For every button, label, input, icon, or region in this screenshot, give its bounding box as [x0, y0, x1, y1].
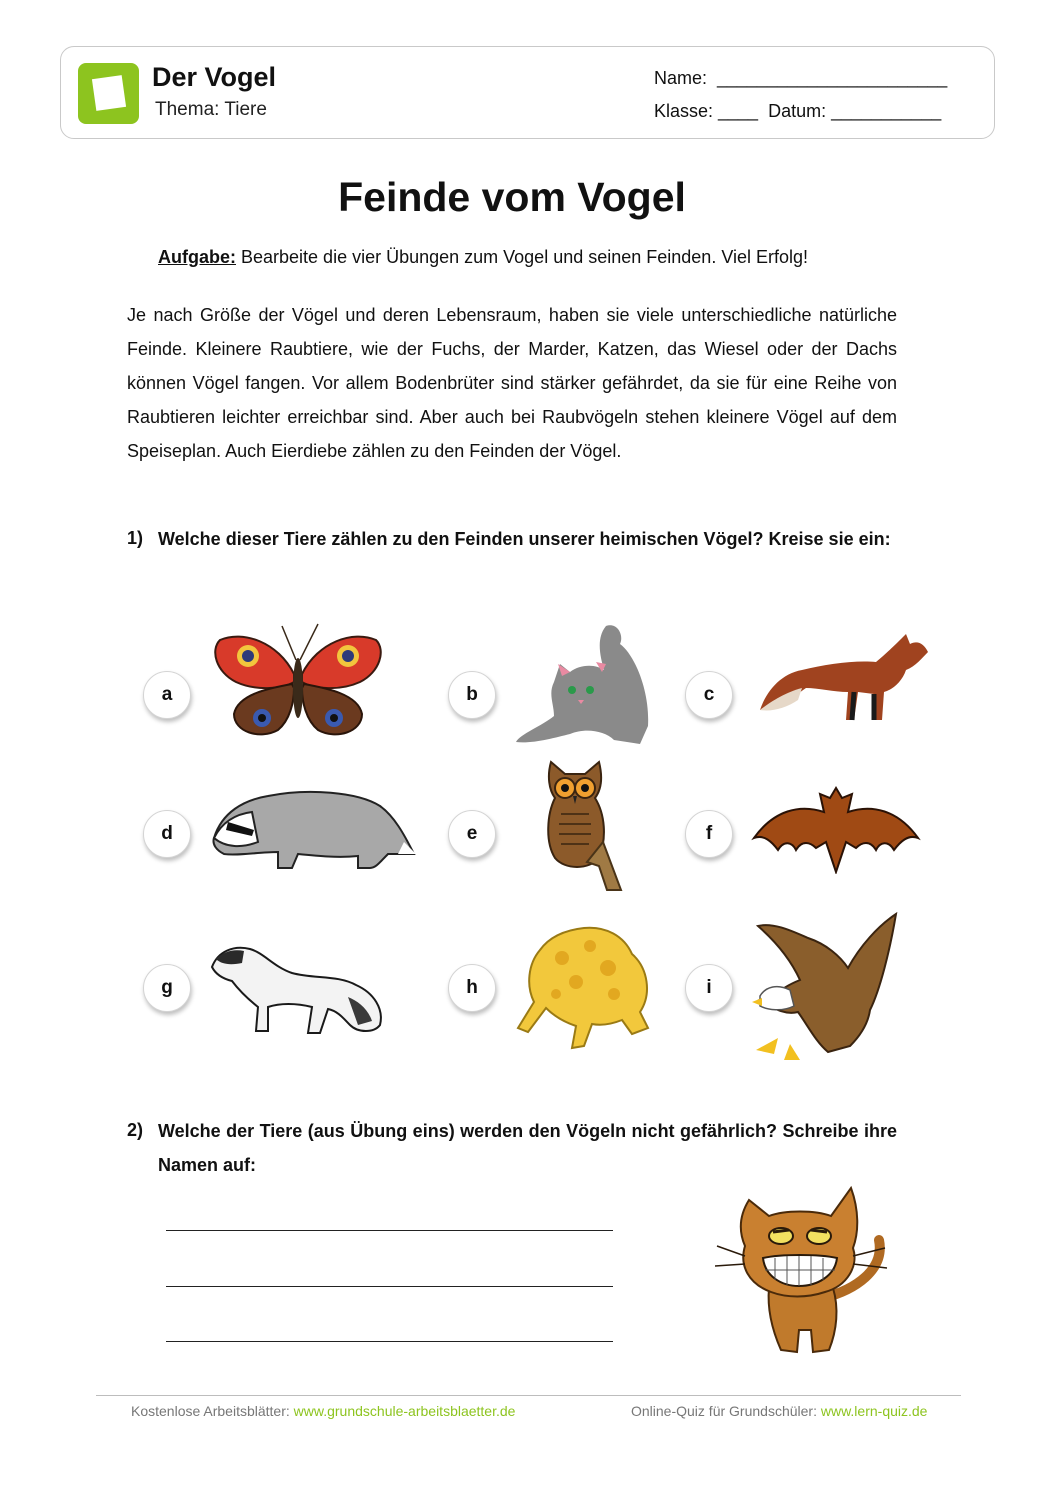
answer-line[interactable]	[166, 1215, 613, 1231]
option-f-circle[interactable]: f	[685, 810, 733, 858]
toad-icon	[514, 924, 654, 1052]
cat-icon	[514, 620, 654, 746]
butterfly-icon	[208, 622, 388, 744]
weasel-icon	[208, 937, 386, 1037]
logo	[78, 63, 139, 124]
footer-right-label: Online-Quiz für Grundschüler:	[631, 1403, 821, 1419]
footer-divider	[96, 1395, 961, 1396]
option-e-circle[interactable]: e	[448, 810, 496, 858]
eagle-icon	[750, 910, 900, 1062]
logo-sheet-icon	[92, 75, 126, 111]
option-d-circle[interactable]: d	[143, 810, 191, 858]
answer-line[interactable]	[166, 1271, 613, 1287]
badger-icon	[208, 782, 418, 872]
grinning-cat-icon	[715, 1180, 890, 1362]
footer-left-link[interactable]: www.grundschule-arbeitsblaetter.de	[293, 1403, 516, 1419]
name-field[interactable]: Name: _______________________	[654, 68, 948, 88]
task-text: Bearbeite die vier Übungen zum Vogel und seinen Feinden. Viel Erfolg!	[236, 247, 809, 267]
option-c-circle[interactable]: c	[685, 671, 733, 719]
question-2-number: 2)	[127, 1120, 144, 1140]
owl-icon	[525, 758, 625, 892]
option-h-circle[interactable]: h	[448, 964, 496, 1012]
class-date-field[interactable]: Klasse: ____ Datum: ___________	[654, 101, 942, 121]
footer-left	[131, 1403, 515, 1419]
bat-icon	[750, 782, 922, 874]
option-b-circle[interactable]: b	[448, 671, 496, 719]
document-topic: Thema: Tiere	[155, 99, 267, 120]
answer-line[interactable]	[166, 1326, 613, 1342]
question-1-number: 1)	[127, 528, 144, 548]
task-label: Aufgabe:	[158, 247, 236, 267]
footer-right	[631, 1403, 927, 1419]
fox-icon	[756, 630, 931, 722]
intro-paragraph: Je nach Größe der Vögel und deren Lebensraum, haben sie viele unterschiedliche natürliche Feinde. Kleinere Raubtiere, wie der Fuchs, der Marder, Katzen, das Wiesel oder der Dachs können Vögel fangen. Vor allem Bodenbrüter sind stärker gefährdet, da sie für eine Reihe von Raubtieren leichter erreichbar sind. Aber auch bei Raubvögeln stehen kleinere Vögel auf dem Speiseplan. Auch Eierdiebe zählen zu den Feinden der Vögel.	[127, 305, 897, 461]
footer-left-label: Kostenlose Arbeitsblätter:	[131, 1403, 294, 1419]
task-instruction	[158, 247, 808, 268]
question-1-text: Welche dieser Tiere zählen zu den Feinden unserer heimischen Vögel? Kreise sie ein:	[158, 529, 891, 549]
option-g-circle[interactable]: g	[143, 964, 191, 1012]
question-2-text: Welche der Tiere (aus Übung eins) werden den Vögeln nicht gefährlich? Schreibe ihre Namen auf:	[158, 1121, 897, 1175]
document-title: Der Vogel	[152, 62, 277, 92]
page-title: Feinde vom Vogel	[338, 174, 686, 220]
option-a-circle[interactable]: a	[143, 671, 191, 719]
footer-right-link[interactable]: www.lern-quiz.de	[820, 1403, 928, 1419]
option-i-circle[interactable]: i	[685, 964, 733, 1012]
